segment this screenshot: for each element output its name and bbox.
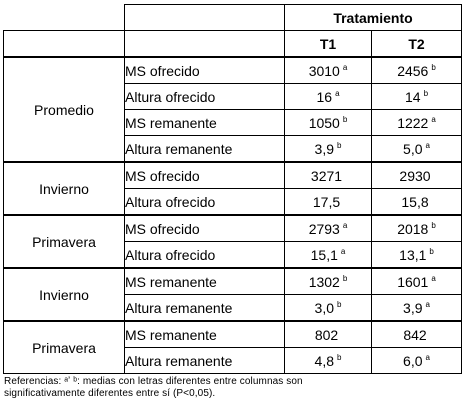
table-row: [4, 215, 462, 242]
value-cell-t2: [372, 162, 462, 189]
value-t1: 3271: [310, 167, 343, 184]
value-cell-t1: [285, 242, 372, 269]
significance-letter-t2: b: [431, 62, 436, 72]
significance-letter-t2: a: [425, 140, 430, 150]
header-empty-cell: [4, 5, 125, 31]
significance-letter-t2: b: [431, 220, 436, 230]
value-t2: 3,9: [403, 299, 423, 316]
significance-letter-t1: b: [342, 273, 348, 283]
variable-cell: Altura remanente: [125, 348, 285, 374]
value-cell-t1: [285, 321, 372, 348]
variable-cell: Altura remanente: [125, 136, 285, 163]
header-empty-cell: [4, 31, 125, 58]
value-t1: 1050: [308, 114, 340, 131]
value-cell-t2: [372, 295, 462, 322]
variable-cell: MS ofrecido: [125, 57, 285, 84]
value-t2: 2456: [397, 62, 429, 79]
variable-cell: Altura ofrecido: [125, 189, 285, 216]
value-t2: 1222: [397, 114, 429, 131]
value-t1: 1302: [308, 273, 340, 290]
significance-letter-t1: b: [342, 114, 348, 124]
value-t2: 1601: [397, 273, 429, 290]
table-row: [4, 162, 462, 189]
variable-cell: MS remanente: [125, 321, 285, 348]
references-line-2: significativamente diferentes entre sí (P<0,05).: [4, 388, 216, 399]
value-t2: 842: [403, 326, 427, 343]
significance-letter-t2: b: [423, 88, 429, 98]
value-t2: 5,0: [403, 140, 423, 157]
header-t1: T1: [285, 31, 372, 58]
value-cell-t2: [372, 321, 462, 348]
significance-letter-t1: a: [340, 246, 346, 256]
value-cell-t2: [372, 84, 462, 110]
value-t1: 17,5: [312, 193, 341, 210]
value-cell-t1: [285, 295, 372, 322]
table-row: [4, 321, 462, 348]
value-cell-t1: [285, 136, 372, 163]
significance-letter-t1: b: [337, 352, 342, 362]
header-empty-cell: [125, 31, 285, 58]
significance-letter-t2: a: [425, 352, 430, 362]
variable-cell: MS remanente: [125, 268, 285, 295]
variable-cell: MS ofrecido: [125, 215, 285, 242]
significance-letter-t1: b: [337, 140, 342, 150]
value-t2: 2930: [399, 167, 431, 184]
significance-letter-t2: a: [431, 273, 436, 283]
table-row: [4, 57, 462, 84]
header-empty-cell: [125, 5, 285, 31]
value-t1: 16: [316, 88, 333, 105]
value-cell-t2: [372, 215, 462, 242]
value-cell-t1: [285, 57, 372, 84]
value-t2: 14: [404, 88, 421, 105]
group-label: Invierno: [4, 162, 125, 215]
value-t1: 3,0: [314, 299, 334, 316]
value-t1: 2793: [308, 220, 340, 237]
value-cell-t2: [372, 189, 462, 216]
value-cell-t1: [285, 348, 372, 374]
value-cell-t1: [285, 84, 372, 110]
value-t2: 6,0: [403, 352, 423, 369]
references-note: [4, 376, 460, 400]
group-label: Primavera: [4, 321, 125, 374]
significance-letter-t1: a: [342, 62, 348, 72]
references-line-1: Referencias: ᵃʼ ᵇ: medias con letras diferentes entre columnas son: [4, 376, 303, 387]
value-cell-t2: [372, 242, 462, 269]
value-cell-t2: [372, 110, 462, 136]
results-table: [3, 4, 462, 374]
variable-cell: Altura ofrecido: [125, 242, 285, 269]
significance-letter-t2: b: [429, 246, 434, 256]
value-t2: 15,8: [401, 193, 429, 210]
significance-letter-t2: a: [425, 299, 430, 309]
table-row: [4, 268, 462, 295]
value-t2: 13,1: [399, 246, 427, 263]
header-row-treatment: [4, 5, 462, 31]
variable-cell: Altura ofrecido: [125, 84, 285, 110]
significance-letter-t1: a: [342, 220, 348, 230]
value-cell-t1: [285, 162, 372, 189]
group-label: Invierno: [4, 268, 125, 321]
value-t1: 3,9: [314, 140, 334, 157]
results-table-body: [4, 5, 462, 374]
significance-letter-t1: a: [335, 88, 340, 98]
value-cell-t2: [372, 268, 462, 295]
value-cell-t2: [372, 57, 462, 84]
value-t2: 2018: [397, 220, 429, 237]
value-cell-t1: [285, 215, 372, 242]
significance-letter-t1: b: [337, 299, 342, 309]
value-cell-t1: [285, 189, 372, 216]
value-cell-t2: [372, 136, 462, 163]
value-cell-t1: [285, 110, 372, 136]
group-label: Promedio: [4, 57, 125, 162]
header-t2: T2: [372, 31, 462, 58]
value-t1: 802: [314, 326, 339, 343]
group-label: Primavera: [4, 215, 125, 268]
value-t1: 15,1: [310, 246, 338, 263]
variable-cell: Altura remanente: [125, 295, 285, 322]
header-tratamiento: Tratamiento: [285, 5, 462, 31]
value-t1: 3010: [308, 62, 340, 79]
value-t1: 4,8: [314, 352, 334, 369]
variable-cell: MS ofrecido: [125, 162, 285, 189]
significance-letter-t2: a: [431, 114, 436, 124]
value-cell-t1: [285, 268, 372, 295]
variable-cell: MS remanente: [125, 110, 285, 136]
value-cell-t2: [372, 348, 462, 374]
header-row-columns: [4, 31, 462, 58]
